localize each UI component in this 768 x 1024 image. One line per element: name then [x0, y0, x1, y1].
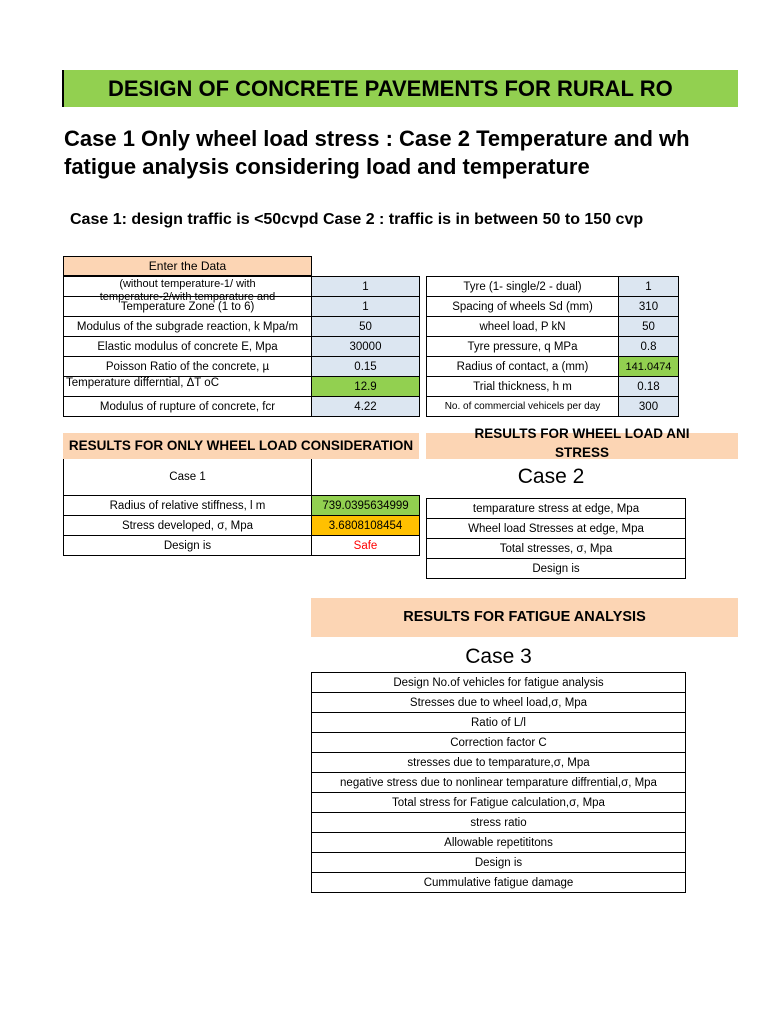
table-row: [64, 317, 420, 337]
input-label: Temperature differntial, ΔT oC: [64, 377, 312, 397]
table-row: [427, 519, 686, 539]
case3-label: Case 3: [465, 645, 532, 668]
result-label: Total stress for Fatigue calculation,σ, Mpa: [312, 793, 686, 813]
input-label: Poisson Ratio of the concrete, µ: [64, 357, 312, 377]
result-label: Correction factor C: [312, 733, 686, 753]
input-label-cell: [64, 277, 312, 303]
case2-results-table: [426, 498, 686, 579]
result-label: temparature stress at edge, Mpa: [427, 499, 686, 519]
table-row: [427, 539, 686, 559]
result-label: Stresses due to wheel load,σ, Mpa: [312, 693, 686, 713]
table-row: [64, 377, 420, 397]
table-row: [312, 873, 686, 893]
table-row: [427, 297, 679, 317]
table-row: [312, 813, 686, 833]
case2-label: Case 2: [517, 465, 585, 488]
result-value: 739.0395634999: [312, 496, 420, 516]
input-value[interactable]: 310: [619, 297, 679, 317]
input-label: No. of commercial vehicels per day: [427, 397, 619, 417]
input-label: Radius of contact, a (mm): [427, 357, 619, 377]
empty-cell: [312, 459, 420, 496]
input-label: (without temperature-1/ with: [119, 278, 256, 290]
table-row: [312, 833, 686, 853]
table-row: [312, 793, 686, 813]
table-row: [312, 693, 686, 713]
table-row: [427, 337, 679, 357]
input-label: wheel load, P kN: [427, 317, 619, 337]
table-row: [64, 277, 420, 297]
input-value[interactable]: 300: [619, 397, 679, 417]
input-value[interactable]: 141.0474: [619, 357, 679, 377]
input-label: Modulus of rupture of concrete, fcr: [64, 397, 312, 417]
table-row: [312, 773, 686, 793]
input-label: Tyre (1- single/2 - dual): [427, 277, 619, 297]
table-row: [64, 397, 420, 417]
input-value[interactable]: 0.8: [619, 337, 679, 357]
input-value[interactable]: 1: [312, 297, 420, 317]
case1-results-table: [63, 459, 420, 556]
case1-label: Case 1: [64, 459, 312, 496]
table-row: [427, 357, 679, 377]
table-row: [64, 337, 420, 357]
input-value[interactable]: 4.22: [312, 397, 420, 417]
cases-description-line1: Case 1 Only wheel load stress : Case 2 Temperature and wh: [64, 126, 690, 151]
input-label: Tyre pressure, q MPa: [427, 337, 619, 357]
page-title: DESIGN OF CONCRETE PAVEMENTS FOR RURAL RO: [62, 70, 738, 107]
result-label: stress ratio: [312, 813, 686, 833]
input-value[interactable]: 50: [619, 317, 679, 337]
table-row: [64, 459, 420, 496]
result-label: Cummulative fatigue damage: [312, 873, 686, 893]
case2-results-header: [426, 426, 738, 460]
input-table-left: [63, 276, 420, 417]
case2-header-line1: RESULTS FOR WHEEL LOAD ANI: [474, 426, 690, 441]
input-value[interactable]: 1: [312, 277, 420, 297]
input-header: Enter the Data: [63, 256, 312, 276]
table-row: [312, 673, 686, 693]
input-value[interactable]: 50: [312, 317, 420, 337]
result-label: stresses due to temparature,σ, Mpa: [312, 753, 686, 773]
case2-header-line2: STRESS: [554, 445, 609, 460]
input-value[interactable]: 0.18: [619, 377, 679, 397]
input-label: Modulus of the subgrade reaction, k Mpa/m: [64, 317, 312, 337]
input-label: temperature-2/with temparature and: [99, 291, 276, 303]
result-label: Total stresses, σ, Mpa: [427, 539, 686, 559]
input-value[interactable]: 0.15: [312, 357, 420, 377]
table-row: [427, 277, 679, 297]
result-label: Design is: [312, 853, 686, 873]
result-value: 3.6808108454: [312, 516, 420, 536]
table-row: [64, 357, 420, 377]
input-label: Trial thickness, h m: [427, 377, 619, 397]
input-value[interactable]: 1: [619, 277, 679, 297]
table-row: [312, 753, 686, 773]
table-row: [312, 713, 686, 733]
input-value[interactable]: 12.9: [312, 377, 420, 397]
input-label: Spacing of wheels Sd (mm): [427, 297, 619, 317]
result-label: Stress developed, σ, Mpa: [64, 516, 312, 536]
input-value[interactable]: 30000: [312, 337, 420, 357]
table-row: [64, 496, 420, 516]
result-label: Design is: [427, 559, 686, 579]
result-label: Design is: [64, 536, 312, 556]
table-row: [427, 377, 679, 397]
result-label: Design No.of vehicles for fatigue analysis: [312, 673, 686, 693]
table-row: [64, 516, 420, 536]
result-label: Wheel load Stresses at edge, Mpa: [427, 519, 686, 539]
result-label: negative stress due to nonlinear temparature diffrential,σ, Mpa: [312, 773, 686, 793]
case3-results-table: [311, 672, 686, 893]
result-label: Radius of relative stiffness, l m: [64, 496, 312, 516]
table-row: [427, 397, 679, 417]
table-row: [312, 853, 686, 873]
case1-results-header: RESULTS FOR ONLY WHEEL LOAD CONSIDERATION: [63, 433, 419, 459]
input-label: Temperature Zone (1 to 6): [64, 297, 312, 317]
table-row: [64, 536, 420, 556]
case3-results-header: RESULTS FOR FATIGUE ANALYSIS: [311, 598, 738, 637]
table-row: [312, 733, 686, 753]
result-label: Allowable repetititons: [312, 833, 686, 853]
table-row: [427, 317, 679, 337]
input-table-right: [426, 276, 679, 417]
table-row: [427, 499, 686, 519]
design-status: Safe: [312, 536, 420, 556]
cases-description-line2: fatigue analysis considering load and temperature: [64, 154, 590, 179]
table-row: [427, 559, 686, 579]
traffic-description: Case 1: design traffic is <50cvpd Case 2 : traffic is in between 50 to 150 cvp: [70, 211, 644, 228]
input-label: Elastic modulus of concrete E, Mpa: [64, 337, 312, 357]
result-label: Ratio of L/l: [312, 713, 686, 733]
